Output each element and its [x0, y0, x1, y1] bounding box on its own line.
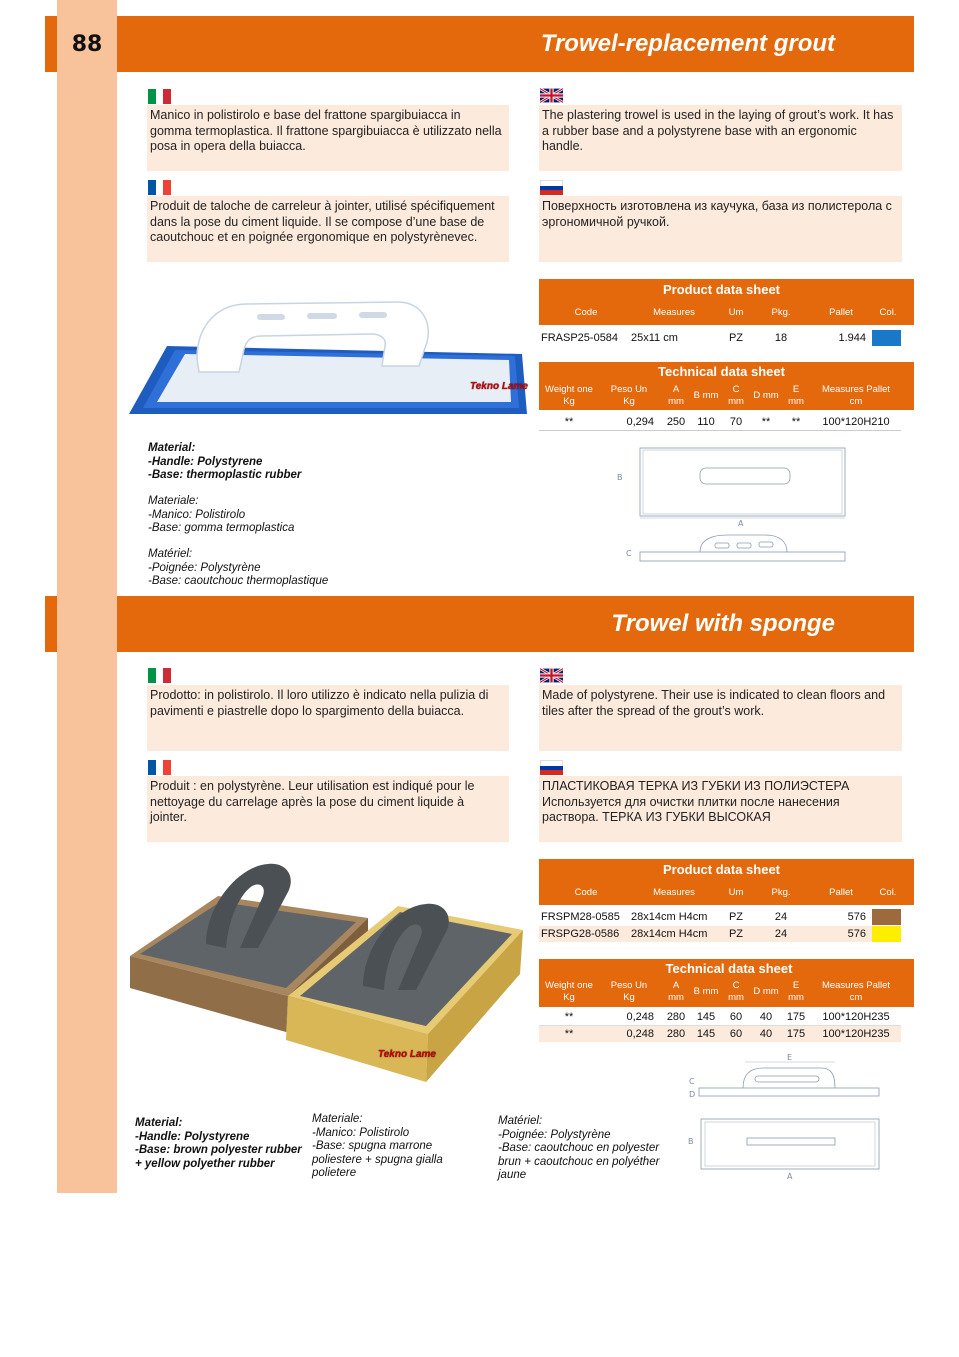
- russia-flag-icon: [540, 760, 563, 775]
- col-d: D mm: [753, 986, 779, 997]
- russia-flag-icon: [540, 180, 563, 195]
- table-row: [539, 1026, 901, 1042]
- cell-b: 145: [696, 1011, 716, 1023]
- dim-label-d: D: [689, 1090, 696, 1099]
- material-line: -Handle: Polystyrene: [148, 455, 263, 468]
- cell-d: 40: [759, 1011, 773, 1023]
- material-line: -Base: thermoplastic rubber: [148, 469, 302, 481]
- col-d: D mm: [753, 390, 779, 401]
- brand-logo: Tekno Lame: [378, 1049, 436, 1060]
- cell-e: 175: [786, 1011, 806, 1023]
- material-title: Material:: [148, 442, 196, 454]
- italy-flag-icon: [148, 668, 171, 683]
- material-line: -Base: caoutchouc en polyester: [498, 1142, 660, 1154]
- col-b: B mm: [693, 986, 719, 997]
- section2-material-en: [135, 1117, 302, 1171]
- section2-text-ru: ПЛАСТИКОВАЯ ТЕРКА ИЗ ГУБКИ ИЗ ПОЛИЭСТЕРА Используется для очистки плитки после нанесения раствора. ТЕРКА ИЗ ГУБКИ ВЫСОКАЯ: [539, 776, 902, 842]
- col-pallet-measures: Measures Pallet cm: [821, 980, 891, 1003]
- cell-weight: **: [564, 416, 574, 428]
- material-line: -Manico: Polistirolo: [312, 1126, 410, 1139]
- material-line: polietere: [312, 1167, 357, 1179]
- cell-measures: 28x14cm H4cm: [631, 911, 708, 923]
- dim-label-c: C: [626, 549, 632, 558]
- trowel-rubber-image: [127, 296, 527, 423]
- cell-pkg: 24: [774, 911, 788, 923]
- material-line: -Base: spugna marrone: [312, 1140, 433, 1152]
- cell-pkg: 18: [774, 332, 788, 344]
- section1-technical-drawing: [615, 440, 855, 580]
- section2-sidebar-box: [57, 596, 117, 652]
- material-line: jaune: [498, 1169, 527, 1181]
- cell-code: FRSPG28-0586: [541, 928, 620, 940]
- section1-material-en: [148, 442, 301, 483]
- cell-pkg: 24: [774, 928, 788, 940]
- col-measures: Measures: [653, 887, 695, 898]
- col-e: E mm: [788, 980, 804, 1003]
- table-row: [539, 1009, 901, 1026]
- col-measures: Measures: [653, 307, 695, 318]
- table-row: [539, 926, 901, 942]
- material-title: Matériel:: [498, 1115, 543, 1127]
- dim-label-a: A: [787, 1172, 793, 1181]
- section1-text-fr: Produit de taloche de carreleur à jointer, utilisé spécifiquement dans la pose du ciment liquide. Il se compose d’une base de caoutchouc et en poignée ergonomique en polystyrènevec.: [147, 196, 509, 262]
- section1-material-fr: [148, 548, 328, 589]
- col-pallet: Pallet: [829, 887, 853, 898]
- tech-sheet-title: Technical data sheet: [665, 961, 793, 976]
- france-flag-icon: [148, 760, 171, 775]
- col-weight: Weight one Kg: [545, 384, 593, 407]
- col-a: A mm: [668, 980, 684, 1003]
- cell-a: 280: [666, 1011, 686, 1023]
- cell-pallet-measures: 100*120H235: [822, 1028, 890, 1040]
- col-color: Col.: [879, 887, 897, 898]
- col-weight: Weight one Kg: [545, 980, 593, 1003]
- color-swatch: [872, 909, 901, 925]
- section2-title: Trowel with sponge: [611, 610, 835, 637]
- section2-technical-drawing: [685, 1052, 885, 1189]
- col-b: B mm: [693, 390, 719, 401]
- material-line: -Poignée: Polystyrène: [498, 1128, 611, 1141]
- section1-title: Trowel-replacement grout: [540, 30, 835, 57]
- cell-c: 60: [729, 1011, 743, 1023]
- cell-pallet: 576: [847, 911, 866, 923]
- tech-sheet-title: Technical data sheet: [658, 364, 785, 379]
- cell-e: **: [791, 416, 801, 428]
- section2-tech-sheet-header: [539, 959, 914, 1007]
- cell-measures: 28x14cm H4cm: [631, 928, 708, 940]
- material-line: -Base: caoutchouc thermoplastique: [148, 575, 329, 587]
- cell-b: 110: [697, 416, 715, 428]
- material-line: -Handle: Polystyrene: [135, 1130, 250, 1143]
- cell-d: **: [761, 416, 771, 428]
- cell-pallet: 1.944: [838, 332, 866, 344]
- cell-pallet-measures: 100*120H235: [822, 1011, 890, 1023]
- col-pallet-measures: Measures Pallet cm: [821, 384, 891, 407]
- cell-c: 60: [729, 1028, 743, 1040]
- material-line: -Base: brown polyester rubber: [135, 1144, 302, 1156]
- col-code: Code: [574, 307, 598, 318]
- brand-logo: Tekno Lame: [470, 381, 528, 392]
- section2-material-it: [312, 1113, 443, 1181]
- italy-flag-icon: [148, 89, 171, 104]
- page-number: 88: [71, 31, 103, 57]
- dim-label-a: A: [738, 519, 744, 528]
- cell-peso: 0,248: [626, 1011, 654, 1023]
- table-row: [539, 330, 901, 346]
- material-line: + yellow polyether rubber: [135, 1157, 275, 1170]
- dim-label-b: B: [688, 1137, 694, 1146]
- col-peso: Peso Un Kg: [610, 980, 648, 1003]
- col-color: Col.: [879, 307, 897, 318]
- cell-code: FRASP25-0584: [541, 332, 619, 344]
- section2-material-fr: [498, 1115, 659, 1183]
- dim-label-c: C: [689, 1077, 695, 1086]
- sponge-trowels-image: [128, 856, 523, 1091]
- material-title: Material:: [135, 1117, 183, 1129]
- cell-a: 250: [666, 416, 686, 428]
- col-peso: Peso Un Kg: [610, 384, 648, 407]
- col-a: A mm: [668, 384, 684, 407]
- section1-product-sheet-header: [539, 279, 914, 325]
- cell-b: 145: [696, 1028, 716, 1040]
- section2-text-en: Made of polystyrene. Their use is indicated to clean floors and tiles after the spread of the grout’s work.: [539, 685, 902, 751]
- col-um: Um: [728, 887, 744, 898]
- col-pkg: Pkg.: [771, 887, 791, 898]
- cell-um: PZ: [728, 911, 744, 923]
- section1-text-en: The plastering trowel is used in the laying of grout’s work. It has a rubber base and a polystyrene base with an ergonomic handle.: [539, 105, 902, 171]
- product-sheet-title: Product data sheet: [662, 862, 781, 877]
- col-pallet: Pallet: [829, 307, 853, 318]
- cell-e: 175: [786, 1028, 806, 1040]
- product-sheet-title: Product data sheet: [662, 282, 781, 297]
- table-row: [539, 909, 901, 925]
- cell-weight: **: [564, 1011, 574, 1023]
- dim-label-e: E: [787, 1053, 793, 1062]
- material-line: brun + caoutchouc en polyéther: [498, 1155, 660, 1168]
- material-title: Materiale:: [148, 495, 199, 507]
- cell-pallet-measures: 100*120H210: [822, 416, 890, 428]
- cell-um: PZ: [728, 928, 744, 940]
- section2-product-sheet-header: [539, 859, 914, 905]
- col-c: C mm: [728, 384, 744, 407]
- section1-material-it: [148, 495, 294, 536]
- col-c: C mm: [728, 980, 744, 1003]
- material-line: poliestere + spugna gialla: [312, 1153, 443, 1166]
- france-flag-icon: [148, 180, 171, 195]
- cell-c: 70: [729, 416, 743, 428]
- material-title: Matériel:: [148, 548, 193, 560]
- cell-pallet: 576: [847, 928, 866, 940]
- cell-code: FRSPM28-0585: [541, 911, 620, 923]
- col-pkg: Pkg.: [771, 307, 791, 318]
- section1-text-it: Manico in polistirolo e base del frattone spargibuiacca in gomma termoplastica. Il frattone spargibuiacca è utilizzato nella posa in opera della buiacca.: [147, 105, 509, 171]
- material-line: -Manico: Polistirolo: [148, 508, 246, 521]
- section2-text-fr: Produit : en polystyrène. Leur utilisation est indiqué pour le nettoyage du carrelage après la pose du ciment liquide à jointer.: [147, 776, 509, 842]
- cell-peso: 0,248: [626, 1028, 654, 1040]
- section1-text-ru: Поверхность изготовлена из каучука, база из полистерола с эргономичной ручкой.: [539, 196, 902, 262]
- table-row: [539, 414, 901, 431]
- material-title: Materiale:: [312, 1113, 363, 1125]
- section1-tech-sheet-header: [539, 362, 914, 410]
- material-line: -Poignée: Polystyrène: [148, 561, 261, 574]
- color-swatch: [872, 330, 901, 346]
- col-code: Code: [574, 887, 598, 898]
- col-um: Um: [728, 307, 744, 318]
- section2-text-it: Prodotto: in polistirolo. Il loro utilizzo è indicato nella pulizia di pavimenti e piastrelle dopo lo spargimento della buiacca.: [147, 685, 509, 751]
- col-e: E mm: [788, 384, 804, 407]
- material-line: -Base: gomma termoplastica: [148, 522, 295, 534]
- cell-um: PZ: [728, 332, 744, 344]
- cell-peso: 0,294: [626, 416, 654, 428]
- dim-label-b: B: [617, 473, 623, 482]
- cell-weight: **: [564, 1028, 574, 1040]
- color-swatch: [872, 926, 901, 942]
- cell-d: 40: [759, 1028, 773, 1040]
- cell-a: 280: [666, 1028, 686, 1040]
- cell-measures: 25x11 cm: [631, 332, 678, 344]
